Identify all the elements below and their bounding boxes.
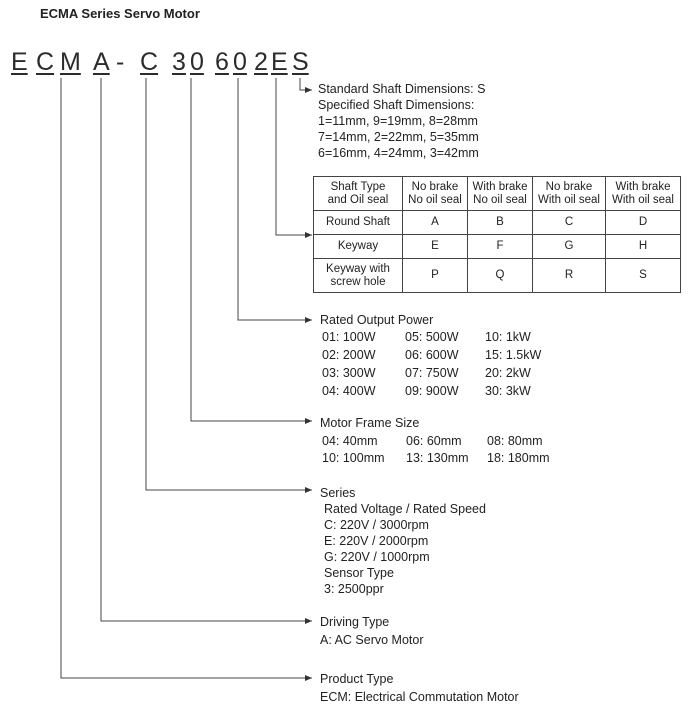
row-label: Round Shaft: [314, 211, 403, 235]
frame-value: 18: 180mm: [487, 451, 550, 465]
power-value: 06: 600W: [405, 348, 459, 362]
driving-line: A: AC Servo Motor: [320, 633, 424, 647]
frame-value: 13: 130mm: [406, 451, 469, 465]
series-block: [320, 485, 486, 597]
product-head: Product Type: [320, 672, 394, 686]
table-cell: A: [403, 211, 468, 235]
frame-value: 10: 100mm: [322, 451, 385, 465]
code-char-series: C: [140, 48, 159, 76]
code-char-a: A: [93, 48, 110, 76]
power-value: 09: 900W: [405, 384, 459, 398]
shaft-type-table: [313, 176, 681, 293]
shaft-dimensions-line: 6=16mm, 4=24mm, 3=42mm: [318, 146, 479, 160]
power-value: 05: 500W: [405, 330, 459, 344]
connector-shaft-type: [276, 78, 312, 235]
code-char-shaft-3: S: [292, 48, 309, 76]
row-label: Keyway with screw hole: [314, 259, 403, 293]
driving-head: Driving Type: [320, 615, 390, 629]
power-value: 15: 1.5kW: [485, 348, 542, 362]
code-char-power-2: 0: [233, 48, 247, 76]
table-cell: S: [606, 259, 681, 293]
table-cell: Q: [468, 259, 533, 293]
power-value: 03: 300W: [322, 366, 376, 380]
power-head: Rated Output Power: [320, 313, 434, 327]
series-line: E: 220V / 2000rpm: [324, 534, 429, 548]
table-cell: R: [533, 259, 606, 293]
code-char-frame-2: 0: [190, 48, 204, 76]
connector-shaft-dim: [300, 78, 312, 90]
connector-frame: [191, 78, 312, 421]
page-title: ECMA Series Servo Motor: [40, 6, 200, 21]
table-cell: G: [533, 235, 606, 259]
table-header-cell: No brake No oil seal: [403, 177, 468, 211]
table-cell: D: [606, 211, 681, 235]
power-value: 04: 400W: [322, 384, 376, 398]
table-cell: H: [606, 235, 681, 259]
code-char-frame-1: 3: [172, 48, 186, 76]
shaft-dimensions: [318, 81, 485, 161]
series-line: 3: 2500ppr: [324, 582, 384, 596]
product-line: ECM: Electrical Commutation Motor: [320, 690, 519, 704]
shaft-dimensions-head: Standard Shaft Dimensions: S: [318, 82, 486, 96]
series-line: G: 220V / 1000rpm: [324, 550, 430, 564]
connector-power: [238, 78, 312, 320]
frame-value: 08: 80mm: [487, 434, 543, 448]
power-value: 10: 1kW: [485, 330, 531, 344]
row-label: Keyway: [314, 235, 403, 259]
table-header-cell: With brake With oil seal: [606, 177, 681, 211]
power-value: 30: 3kW: [485, 384, 531, 398]
table-cell: F: [468, 235, 533, 259]
code-char-shaft-2: E: [271, 48, 288, 76]
power-value: 20: 2kW: [485, 366, 531, 380]
connector-product: [61, 78, 312, 678]
code-char-power-1: 6: [215, 48, 229, 76]
table-cell: P: [403, 259, 468, 293]
table-row: [314, 259, 681, 293]
table-cell: C: [533, 211, 606, 235]
table-cell: E: [403, 235, 468, 259]
table-row: [314, 235, 681, 259]
frame-value: 04: 40mm: [322, 434, 378, 448]
series-head: Series: [320, 486, 356, 500]
series-line: C: 220V / 3000rpm: [324, 518, 429, 532]
code-char-m: M: [60, 48, 81, 76]
product-block: [320, 671, 519, 705]
shaft-dimensions-line: Specified Shaft Dimensions:: [318, 98, 475, 112]
code-char-dash: -: [116, 48, 125, 76]
connector-driving: [101, 78, 312, 621]
series-line: Rated Voltage / Rated Speed: [324, 502, 486, 516]
connector-series: [146, 78, 312, 490]
table-header-cell: With brake No oil seal: [468, 177, 533, 211]
table-cell: B: [468, 211, 533, 235]
series-line: Sensor Type: [324, 566, 394, 580]
frame-head: Motor Frame Size: [320, 416, 420, 430]
power-value: 01: 100W: [322, 330, 376, 344]
table-header-cell: No brake With oil seal: [533, 177, 606, 211]
shaft-dimensions-line: 1=11mm, 9=19mm, 8=28mm: [318, 114, 478, 128]
frame-value: 06: 60mm: [406, 434, 462, 448]
power-value: 07: 750W: [405, 366, 459, 380]
code-char-e: E: [11, 48, 28, 76]
code-char-c: C: [36, 48, 55, 76]
driving-block: [320, 614, 424, 648]
table-header-cell: Shaft Type and Oil seal: [314, 177, 403, 211]
power-value: 02: 200W: [322, 348, 376, 362]
table-row: [314, 211, 681, 235]
shaft-dimensions-line: 7=14mm, 2=22mm, 5=35mm: [318, 130, 479, 144]
code-char-shaft-1: 2: [254, 48, 268, 76]
